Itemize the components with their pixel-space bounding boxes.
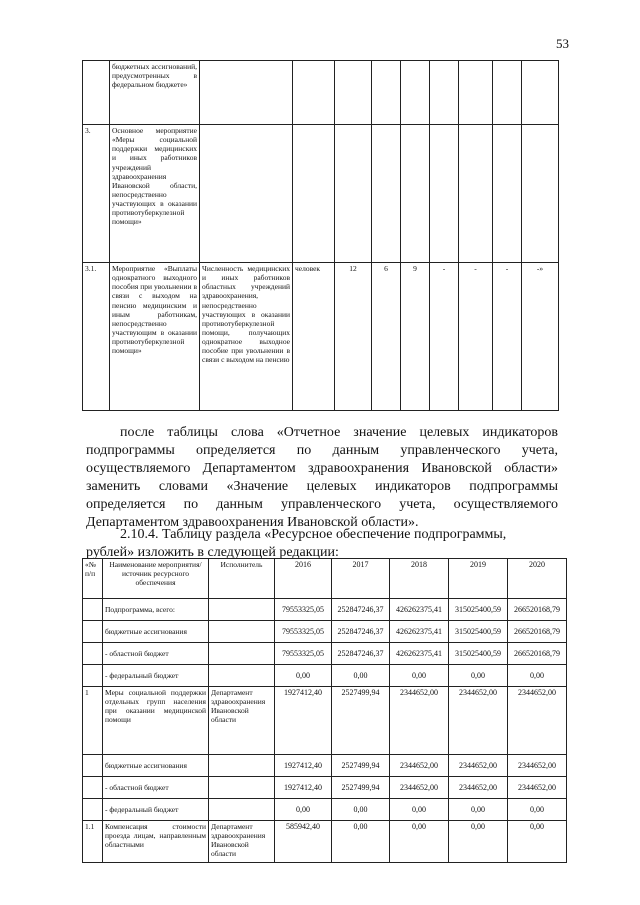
page-number: 53	[556, 36, 569, 51]
value-cell: 585942,40	[275, 821, 332, 863]
row-executor	[209, 621, 275, 643]
row-name: - областной бюджет	[103, 643, 209, 665]
row-number	[83, 665, 103, 687]
row-name: - федеральный бюджет	[103, 665, 209, 687]
value-cell: 0,00	[449, 799, 508, 821]
header-year: 2017	[332, 559, 390, 599]
value-cell: 266520168,79	[508, 599, 567, 621]
value-cell: 0,00	[390, 799, 449, 821]
row-name: бюджетные ассигнования	[103, 621, 209, 643]
value-cell: 252847246,37	[332, 599, 390, 621]
value-cell: 79553325,05	[275, 599, 332, 621]
resource-table	[82, 558, 567, 863]
value-cell: 0,00	[508, 799, 567, 821]
value-cell: 315025400,59	[449, 621, 508, 643]
value-cell: -»	[522, 263, 559, 411]
value-cell: 79553325,05	[275, 621, 332, 643]
row-number: 3.1.	[83, 263, 110, 411]
table-row	[83, 777, 567, 799]
header-year: 2016	[275, 559, 332, 599]
value-cell: 79553325,05	[275, 643, 332, 665]
row-executor: Департамент здравоохранения Ивановской области	[209, 821, 275, 863]
value-cell: 0,00	[508, 665, 567, 687]
row-executor	[209, 777, 275, 799]
header-num: «№ п/п	[83, 559, 103, 599]
value-cell: 2344652,00	[390, 755, 449, 777]
value-cell: 266520168,79	[508, 621, 567, 643]
row-name: Подпрограмма, всего:	[103, 599, 209, 621]
value-cell: 9	[401, 263, 430, 411]
value-cell: 2344652,00	[508, 687, 567, 755]
table-row	[83, 687, 567, 755]
value-cell: 2527499,94	[332, 687, 390, 755]
value-cell: 252847246,37	[332, 621, 390, 643]
row-executor: Департамент здравоохранения Ивановской области	[209, 687, 275, 755]
value-cell: 0,00	[449, 665, 508, 687]
amendment-paragraph: после таблицы слова «Отчетное значение целевых индикаторов подпрограммы определяется по данным управленческого учета, осуществляемого Департаментом здравоохранения Ивановской области» заменить словами «Значение целевых индикаторов подпрограммы определяется по данным управленческого учета, осуществляемого Департаментом здравоохранения Ивановской области».	[86, 425, 558, 530]
table-row	[83, 799, 567, 821]
row-name: Меры социальной поддержки отдельных групп населения при оказании медицинской помощи	[103, 687, 209, 755]
value-cell: 426262375,41	[390, 599, 449, 621]
row-name: - федеральный бюджет	[103, 799, 209, 821]
value-cell: 252847246,37	[332, 643, 390, 665]
row-number: 1.1	[83, 821, 103, 863]
value-cell: 0,00	[390, 821, 449, 863]
value-cell: 1927412,40	[275, 777, 332, 799]
row-name: Компенсация стоимости проезда лицам, направленным областными	[103, 821, 209, 863]
value-cell: 315025400,59	[449, 599, 508, 621]
value-cell: 0,00	[508, 821, 567, 863]
table-row	[83, 61, 559, 125]
unit-cell: человек	[293, 263, 335, 411]
value-cell: -	[430, 263, 459, 411]
row-name: - областной бюджет	[103, 777, 209, 799]
value-cell: 2527499,94	[332, 755, 390, 777]
row-number	[83, 799, 103, 821]
row-number: 1	[83, 687, 103, 755]
row-number	[83, 61, 110, 125]
table-header-row	[83, 559, 567, 599]
row-number	[83, 777, 103, 799]
header-executor: Исполнитель	[209, 559, 275, 599]
indicators-table	[82, 60, 559, 411]
value-cell: 2344652,00	[508, 777, 567, 799]
table-row	[83, 125, 559, 263]
value-cell: 2344652,00	[390, 687, 449, 755]
value-cell: 426262375,41	[390, 621, 449, 643]
paragraph-line: рублей» изложить в следующей редакции:	[86, 545, 339, 560]
indicator-name: Численность медицинских и иных работников областных учреждений здравоохранения, непосредственно участвующих в оказании противотуберкулезной помощи, получающих однократное выходное пособие при увольнении в связи с выходом на пенсию	[200, 263, 293, 411]
row-executor	[209, 599, 275, 621]
table-row	[83, 665, 567, 687]
table-row	[83, 821, 567, 863]
table-row	[83, 263, 559, 411]
value-cell: 2527499,94	[332, 777, 390, 799]
row-number: 3.	[83, 125, 110, 263]
value-cell: 0,00	[275, 665, 332, 687]
value-cell: 0,00	[332, 821, 390, 863]
value-cell: 1927412,40	[275, 687, 332, 755]
table-row	[83, 621, 567, 643]
value-cell: 0,00	[332, 665, 390, 687]
value-cell: 266520168,79	[508, 643, 567, 665]
amendment-paragraph-2	[86, 526, 558, 562]
row-executor	[209, 755, 275, 777]
value-cell: 2344652,00	[449, 755, 508, 777]
indicator-name	[200, 61, 293, 125]
value-cell: 2344652,00	[390, 777, 449, 799]
measure-name: бюджетных ассигнований, предусмотренных в федеральном бюджете»	[110, 61, 200, 125]
header-year: 2018	[390, 559, 449, 599]
table-row	[83, 599, 567, 621]
value-cell: 426262375,41	[390, 643, 449, 665]
row-number	[83, 755, 103, 777]
header-year: 2019	[449, 559, 508, 599]
table-row	[83, 643, 567, 665]
indicator-name	[200, 125, 293, 263]
value-cell: 0,00	[390, 665, 449, 687]
row-number	[83, 643, 103, 665]
value-cell: 0,00	[332, 799, 390, 821]
row-executor	[209, 665, 275, 687]
measure-name: Мероприятие «Выплаты однократного выходного пособия при увольнении в связи с выходом на пенсию медицинским и иным работникам, непосредственно участвующим в оказании противотуберкулезной помощи»	[110, 263, 200, 411]
row-number	[83, 599, 103, 621]
row-executor	[209, 799, 275, 821]
row-name: бюджетные ассигнования	[103, 755, 209, 777]
value-cell: -	[459, 263, 493, 411]
value-cell: 315025400,59	[449, 643, 508, 665]
table-row	[83, 755, 567, 777]
value-cell: 2344652,00	[449, 777, 508, 799]
value-cell: 12	[335, 263, 372, 411]
value-cell: 1927412,40	[275, 755, 332, 777]
value-cell: 0,00	[275, 799, 332, 821]
value-cell: 0,00	[449, 821, 508, 863]
paragraph-line: 2.10.4. Таблицу раздела «Ресурсное обеспечение подпрограммы,	[120, 527, 507, 542]
row-number	[83, 621, 103, 643]
header-name: Наименование мероприятия/источник ресурсного обеспечения	[103, 559, 209, 599]
measure-name: Основное мероприятие «Меры социальной поддержки медицинских и иных работников учреждений здравоохранения Ивановской области, непосредственно участвующих в оказании противотуберкулезной помощи»	[110, 125, 200, 263]
value-cell: 6	[372, 263, 401, 411]
value-cell: 2344652,00	[508, 755, 567, 777]
row-executor	[209, 643, 275, 665]
value-cell: -	[493, 263, 522, 411]
header-year: 2020	[508, 559, 567, 599]
value-cell: 2344652,00	[449, 687, 508, 755]
